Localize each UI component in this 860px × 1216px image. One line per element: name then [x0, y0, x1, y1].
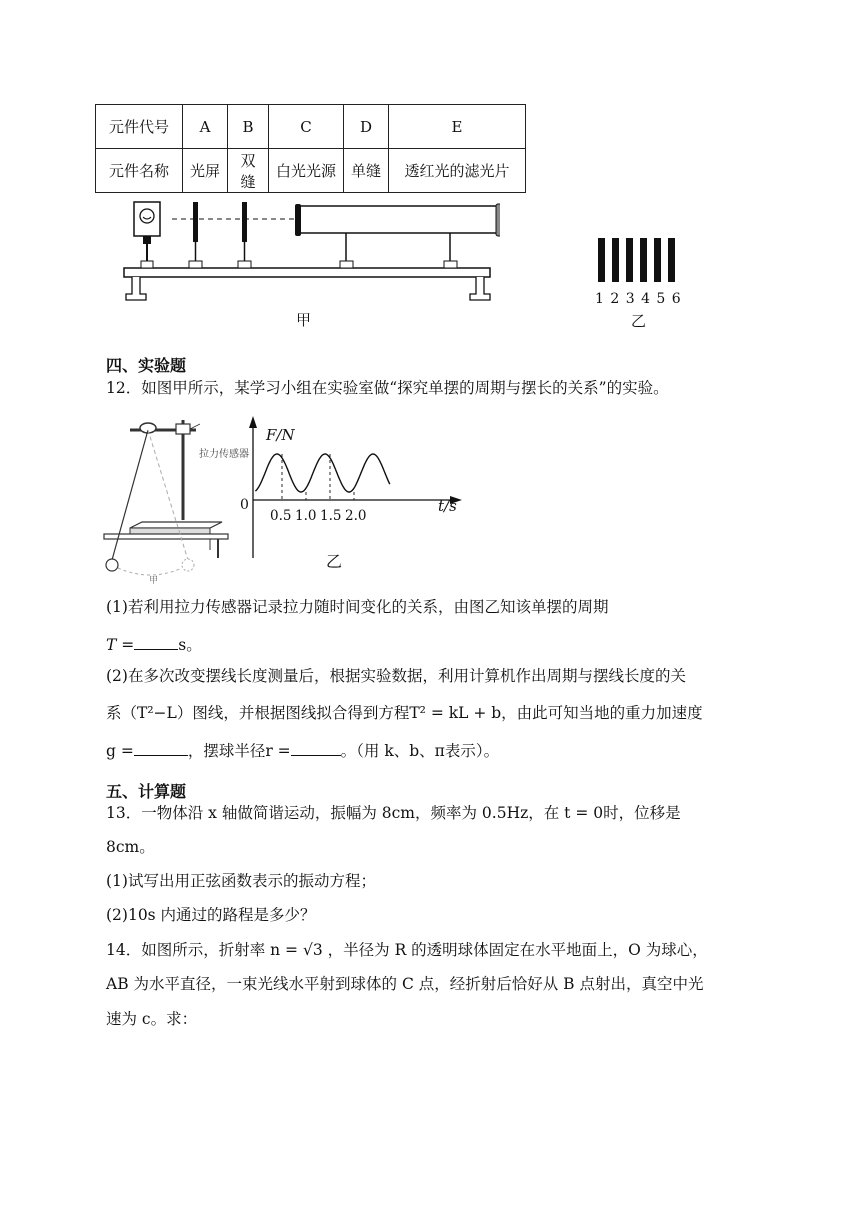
q12-note: 。（用 k、b、π表示）。: [340, 742, 500, 760]
table-cell: 透红光的滤光片: [389, 149, 526, 193]
q12-part1-line1: (1)若利用拉力传感器记录拉力随时间变化的关系，由图乙知该单摆的周期: [106, 598, 609, 616]
q14-line2: AB 为水平直径，一束光线水平射到球体的 C 点，经折射后恰好从 B 点射出，真空中光: [106, 975, 704, 993]
stripe-numbers: 1 2 3 4 5 6: [595, 291, 682, 307]
q12-intro: 12．如图甲所示，某学习小组在实验室做“探究单摆的周期与摆长的关系”的实验。: [106, 379, 669, 397]
components-table: [95, 104, 526, 193]
table-cell: E: [389, 105, 526, 149]
q14-line1: 14．如图所示，折射率 n = √3 ，半径为 R 的透明球体固定在水平地面上，O 为球心，: [106, 941, 708, 959]
q12-part2-line2: 系（T²−L）图线，并根据图线拟合得到方程T² = kL + b，由此可知当地的重力加速度: [106, 704, 703, 722]
graph-tick: 1.5: [320, 508, 342, 524]
q14-line3: 速为 c。求：: [106, 1010, 198, 1028]
q12-part2-line3: [106, 741, 499, 760]
graph-x-label: t/s: [438, 497, 457, 515]
table-cell: D: [344, 105, 389, 149]
answer-blank[interactable]: [134, 741, 188, 756]
q12-part2-line1: (2)在多次改变摆线长度测量后，根据实验数据，利用计算机作出周期与摆线长度的关: [106, 667, 686, 685]
answer-blank[interactable]: [134, 635, 178, 650]
graph-tick: 2.0: [345, 508, 367, 524]
table-cell: 白光光源: [269, 149, 344, 193]
q13-line3: (1)试写出用正弦函数表示的振动方程；: [106, 872, 376, 890]
graph-label-yi: 乙: [326, 552, 343, 571]
section-heading-calculation: 五、计算题: [106, 782, 187, 801]
table-row: [96, 105, 526, 149]
q13-line2: 8cm。: [106, 838, 155, 856]
table-cell: B: [228, 105, 269, 149]
graph-tick: 1.0: [295, 508, 317, 524]
q12-T-eq: T =: [106, 636, 135, 654]
pendulum-figure-label: 甲: [149, 576, 159, 586]
q13-line1: 13．一物体沿 x 轴做简谐运动，振幅为 8cm，频率为 0.5Hz，在 t = 0时，位移是: [106, 804, 681, 822]
table-row: [96, 149, 526, 193]
q12-r-eq: ，摆球半径r =: [187, 742, 291, 760]
graph-origin: 0: [240, 497, 249, 513]
q13-line4: (2)10s 内通过的路程是多少？: [106, 906, 316, 924]
table-cell: 光屏: [183, 149, 228, 193]
table-cell: A: [183, 105, 228, 149]
graph-tick: 0.5: [270, 508, 292, 524]
table-cell: 元件代号: [96, 105, 183, 149]
pendulum-apparatus-figure: [100, 410, 240, 580]
q12-g-eq: g =: [106, 742, 134, 760]
table-cell: 单缝: [344, 149, 389, 193]
table-cell: 元件名称: [96, 149, 183, 193]
figure-label-yi: 乙: [631, 312, 647, 330]
q12-part1-line2: [106, 635, 202, 654]
q12-T-unit: s。: [178, 636, 202, 654]
graph-y-label: F/N: [266, 426, 295, 444]
answer-blank[interactable]: [291, 741, 341, 756]
fringe-stripes-figure: [592, 238, 688, 296]
optical-bench-figure: [110, 196, 500, 308]
force-wave: [255, 454, 389, 492]
sensor-label: 拉力传感器: [199, 449, 249, 460]
table-cell: C: [269, 105, 344, 149]
section-heading-experiment: 四、实验题: [106, 356, 187, 375]
table-cell: 双缝: [228, 149, 269, 193]
figure-label-jia: 甲: [296, 311, 312, 329]
